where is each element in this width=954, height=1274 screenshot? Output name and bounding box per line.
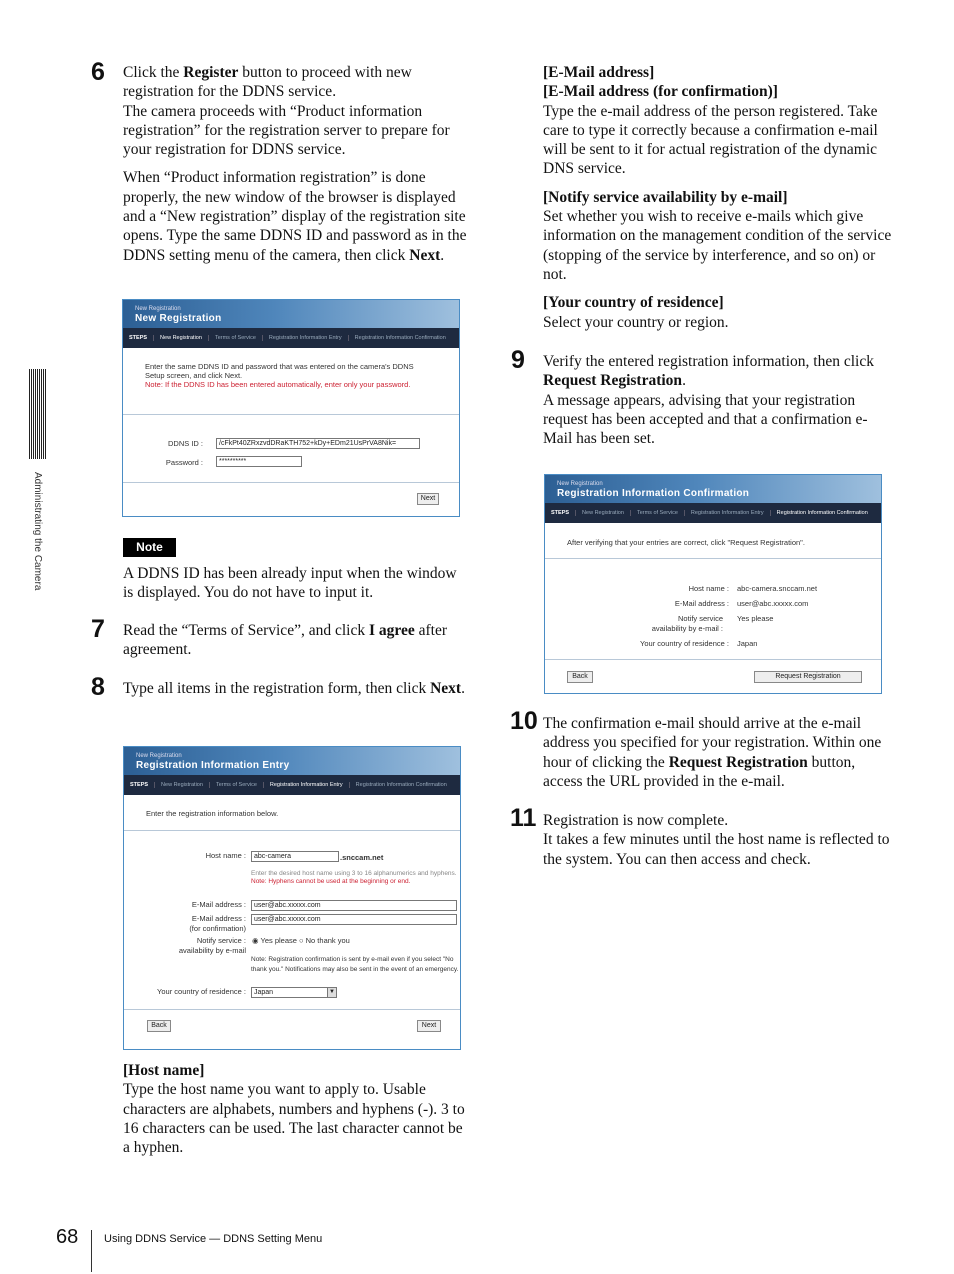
host-name-section: [Host name] Type the host name you want to apply to. Usable characters are alphabets, numbers and hyphens (-). 3 to 16 characters can be used. The last character cannot be a hyphen. [123,1062,465,1157]
steps-label: STEPS [551,510,570,516]
step-11-text: Registration is now complete. It takes a few minutes until the host name is reflected to the system. You can then access and check. [543,812,890,868]
notify-radio-group [252,936,350,945]
email-label: E-Mail address : [674,599,729,608]
steps-label: STEPS [130,782,149,788]
new-registration-screenshot [122,299,460,517]
chevron-down-icon: ▼ [327,988,336,997]
steps-label: STEPS [129,335,148,341]
header-title: Registration Information Confirmation [557,488,750,499]
registration-confirmation-screenshot [544,474,882,694]
step-item: Registration Information Confirmation [348,335,452,341]
email-value: user@abc.xxxxx.com [737,599,809,608]
email-confirm-field[interactable]: user@abc.xxxxx.com [251,914,457,925]
back-button[interactable]: Back [567,671,593,683]
notify-label: Notify service availability by e-mail : [651,614,723,633]
header-title: Registration Information Entry [136,760,290,771]
step-6-number: 6 [91,58,105,86]
host-name-label: Host name : [205,851,246,860]
window-header [123,300,459,328]
country-label: Your country of residence : [640,639,729,648]
notify-label: Notify service : availability by e-mail [178,936,246,955]
step-item: New Registration [575,510,630,516]
radio-yes[interactable]: ◉ [252,936,261,945]
email-label: E-Mail address : [191,900,246,909]
step-6-text: Click the Register button to proceed with new registration for the DDNS service. The camera proceeds with “Product information registration” for the registration server to prepare for your registration for DDNS service. When “Product information registration” is done properly, the new window of the browser is displayed and a “New registration” display of the registration site opens. Type the same DDNS ID and password as in the DDNS setting menu of the camera, then click Next. [123,64,467,264]
step-7-number: 7 [91,615,105,643]
window-header [124,747,460,775]
window-header [545,475,881,503]
country-label: Your country of residence : [157,987,246,996]
step-item: New Registration [153,335,208,341]
header-title: New Registration [135,313,222,324]
step-item: Terms of Service [630,510,684,516]
country-select[interactable]: Japan ▼ [251,987,337,998]
step-item: New Registration [154,782,209,788]
email-section: [E-Mail address] [E-Mail address (for confirmation)] Type the e-mail address of the person registered. Take care to type it correctly because a confirmation e-mail will be sent to it for actual registration of the dynamic DNS service. [Notify service availability by e-mail] Set whether you wish to receive e-mails which give information on the management condition of the service (stopping of the service by interference, and so on) or not. [Your country of residence] Select your country or region. [543,64,892,331]
next-button[interactable]: Next [417,1020,441,1032]
password-field[interactable]: ********** [216,456,302,467]
next-button[interactable]: Next [417,493,439,505]
instruction-text: Enter the same DDNS ID and password that was entered on the camera's DDNS Setup screen, and click Next. Note: If the DDNS ID has been entered automatically, enter only your password. [145,362,435,389]
radio-yes-label: Yes please [260,936,297,945]
step-item: Terms of Service [208,335,262,341]
password-label: Password : [165,458,203,467]
note-text: Note: If the DDNS ID has been entered automatically, enter only your password. [145,380,411,389]
page-number: 68 [56,1226,79,1248]
running-title: Using DDNS Service — DDNS Setting Menu [104,1233,323,1245]
steps-bar [124,775,460,795]
header-subtitle: New Registration [136,753,182,759]
section-label: Administrating the Camera [32,472,43,591]
host-name-field[interactable]: abc-camera [251,851,339,862]
step-item: Registration Information Entry [262,335,348,341]
step-9-number: 9 [511,346,525,374]
notify-hint: Note: Registration confirmation is sent by e-mail even if you select "No thank you." Notifications may also be sent in the event of an emergency. [251,956,459,973]
ddns-id-field[interactable]: /cFkPt40ZRxzvdDRaKTH752+kDy+EDm21UsPrVA8Nik= [216,438,420,449]
email-confirm-label: E-Mail address : (for confirmation) [189,914,246,933]
step-8-text: Type all items in the registration form, then click Next. [123,680,465,697]
header-subtitle: New Registration [135,306,181,312]
host-suffix: .snccam.net [340,853,384,862]
instruction-text: After verifying that your entries are correct, click "Request Registration". [567,538,805,547]
country-value: Japan [737,639,758,648]
host-name-value: abc-camera.snccam.net [737,584,818,593]
steps-bar [545,503,881,523]
step-item: Terms of Service [209,782,263,788]
note-badge: Note [123,538,176,557]
step-11-number: 11 [510,804,537,832]
radio-no[interactable]: ○ [299,936,306,945]
ddns-id-label: DDNS ID : [167,439,203,448]
note-text: A DDNS ID has been already input when the window is displayed. You do not have to input it. [123,565,457,602]
step-item: Registration Information Entry [684,510,770,516]
step-item: Registration Information Entry [263,782,349,788]
host-hint: Enter the desired host name using 3 to 16 alphanumerics and hyphens. Note: Hyphens cannot be used at the beginning or end. [251,870,457,885]
host-name-label: Host name : [688,584,729,593]
section-tab-marker [29,369,46,459]
header-subtitle: New Registration [557,481,603,487]
step-10-text: The confirmation e-mail should arrive at the e-mail address you specified for your registration. Within one hour of clicking the Request Registration button, access the URL provided in the e-mail. [543,715,882,790]
step-8-number: 8 [91,673,105,701]
footer-divider [91,1230,92,1272]
request-registration-button[interactable]: Request Registration [754,671,862,683]
step-7-text: Read the “Terms of Service”, and click I agree after agreement. [123,622,447,659]
steps-bar [123,328,459,348]
registration-entry-screenshot [123,746,461,1050]
notify-value: Yes please [737,614,774,623]
step-item: Registration Information Confirmation [349,782,453,788]
back-button[interactable]: Back [147,1020,171,1032]
email-field[interactable]: user@abc.xxxxx.com [251,900,457,911]
step-item: Registration Information Confirmation [770,510,874,516]
step-9-text: Verify the entered registration information, then click Request Registration. A message appears, advising that your registration request has been accepted and that a confirmation e-Mail has been set. [543,353,874,448]
radio-no-label: No thank you [305,936,350,945]
step-10-number: 10 [510,707,538,735]
instruction-text: Enter the registration information below. [146,809,279,818]
